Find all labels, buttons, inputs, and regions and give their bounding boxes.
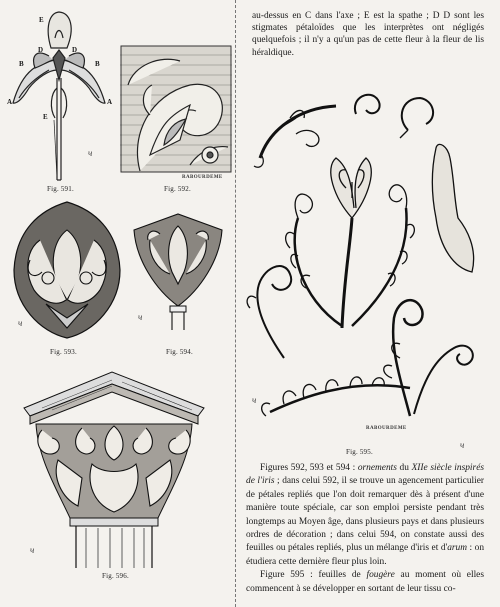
p1-text-a: Figures 592, 593 et 594 : xyxy=(260,463,358,473)
sketch-mark: ч xyxy=(88,148,93,158)
top-paragraph xyxy=(252,10,484,59)
body-text xyxy=(246,462,484,596)
iris-label-e-low: E xyxy=(43,113,48,121)
p1-text-d: : on étudiera cette dernière fleur plus loin. xyxy=(246,543,485,567)
p1-text-c: ; dans celui 592, il se trouve un agencement particulier de pétales repliés que l'on doit remarquer dès à présent d'une manière toute spéciale, car son emploi persiste pendant très longtemps au Moyen âge, dans plusieurs pays et dans plusieurs ordres de décoration ; dans celui 594, on constate aussi des feuilles ou pétales repliés, plus un mélange d'iris et d' xyxy=(246,476,484,554)
top-paragraph-text: au-dessus en C dans l'axe ; E est la spathe ; D D sont les stigmates pétaloïdes que les interprètes ont négligés quelquefois ; il n'y a qu'un pas de cette fleur à la fleur de lis héraldique. xyxy=(252,11,484,58)
iris-label-b-right: B xyxy=(95,60,100,68)
caption-fig-595: Fig. 595. xyxy=(346,448,373,456)
figure-592-ornament xyxy=(120,45,232,180)
iris-label-d-right: D xyxy=(72,46,78,54)
p1-text-b: du xyxy=(396,463,412,473)
caption-fig-592: Fig. 592. xyxy=(164,185,191,193)
sketch-mark: ч xyxy=(18,318,23,328)
paragraph-figure-595 xyxy=(246,569,484,596)
iris-label-d-left: D xyxy=(38,46,44,54)
figure-595-fern xyxy=(240,78,486,430)
sketch-mark: ч xyxy=(460,440,465,450)
artist-signature-592: RABOURDEME xyxy=(182,175,223,180)
p1-italic-iris: XIIe siècle inspirés de l'iris xyxy=(246,463,484,487)
sketch-mark: ч xyxy=(30,545,35,555)
figure-594-ornament xyxy=(130,210,226,330)
paragraph-figures-592-594 xyxy=(246,462,484,569)
artist-signature-595: RABOURDEME xyxy=(366,426,407,431)
sketch-mark: ч xyxy=(138,312,143,322)
iris-label-e: E xyxy=(39,16,44,24)
caption-fig-593: Fig. 593. xyxy=(50,348,77,356)
sketch-mark: ч xyxy=(252,395,257,405)
iris-label-b-left: B xyxy=(19,60,24,68)
figure-591-iris xyxy=(5,8,115,188)
p1-italic-ornements: ornements xyxy=(357,463,397,473)
p2-italic-fougere: fougère xyxy=(366,570,395,581)
p2-text-b: au moment où elles commencent à se développer en sortant de leur tissu co- xyxy=(246,570,484,594)
p2-text-a: Figure 595 : feuilles de xyxy=(260,570,367,581)
caption-fig-591: Fig. 591. xyxy=(47,185,74,193)
iris-label-a-right: A xyxy=(107,98,113,106)
p1-italic-arum: arum xyxy=(447,543,467,554)
figure-593-ornament xyxy=(10,200,124,340)
column-divider xyxy=(235,0,237,607)
caption-fig-594: Fig. 594. xyxy=(166,348,193,356)
iris-label-a: A xyxy=(7,98,13,106)
caption-fig-596: Fig. 596. xyxy=(102,572,129,580)
figure-596-capital xyxy=(22,368,206,568)
